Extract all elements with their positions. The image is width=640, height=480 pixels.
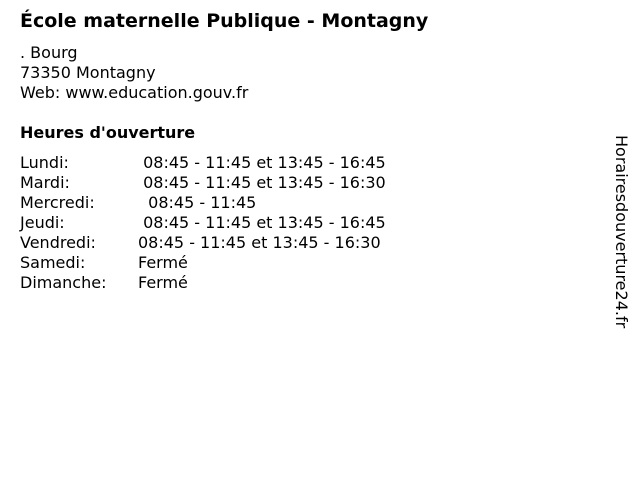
day-label: Samedi: <box>20 253 86 272</box>
hours-row-lundi <box>20 153 386 173</box>
hours-row-mardi <box>20 173 386 193</box>
day-label: Vendredi: <box>20 233 96 252</box>
day-hours: 08:45 - 11:45 et 13:45 - 16:30 <box>138 173 386 192</box>
hours-row-vendredi <box>20 233 386 253</box>
hours-heading: Heures d'ouverture <box>20 123 196 142</box>
day-label: Lundi: <box>20 153 69 172</box>
address-block <box>20 43 248 103</box>
address-street: . Bourg <box>20 43 78 62</box>
day-label: Dimanche: <box>20 273 107 292</box>
website-link[interactable]: Web: www.education.gouv.fr <box>20 83 249 102</box>
site-watermark: Horairesdouverture24.fr <box>612 135 631 329</box>
hours-row-jeudi <box>20 213 386 233</box>
day-label: Jeudi: <box>20 213 65 232</box>
address-city: 73350 Montagny <box>20 63 156 82</box>
day-hours: Fermé <box>138 253 188 272</box>
school-name: École maternelle Publique - Montagny <box>20 10 429 32</box>
hours-row-samedi <box>20 253 386 273</box>
day-hours: 08:45 - 11:45 et 13:45 - 16:45 <box>138 213 386 232</box>
day-label: Mercredi: <box>20 193 95 212</box>
day-hours: 08:45 - 11:45 <box>138 193 257 212</box>
hours-table <box>20 153 386 293</box>
day-hours: 08:45 - 11:45 et 13:45 - 16:45 <box>138 153 386 172</box>
day-label: Mardi: <box>20 173 70 192</box>
hours-row-dimanche <box>20 273 386 293</box>
day-hours: 08:45 - 11:45 et 13:45 - 16:30 <box>138 233 381 252</box>
hours-row-mercredi <box>20 193 386 213</box>
day-hours: Fermé <box>138 273 188 292</box>
